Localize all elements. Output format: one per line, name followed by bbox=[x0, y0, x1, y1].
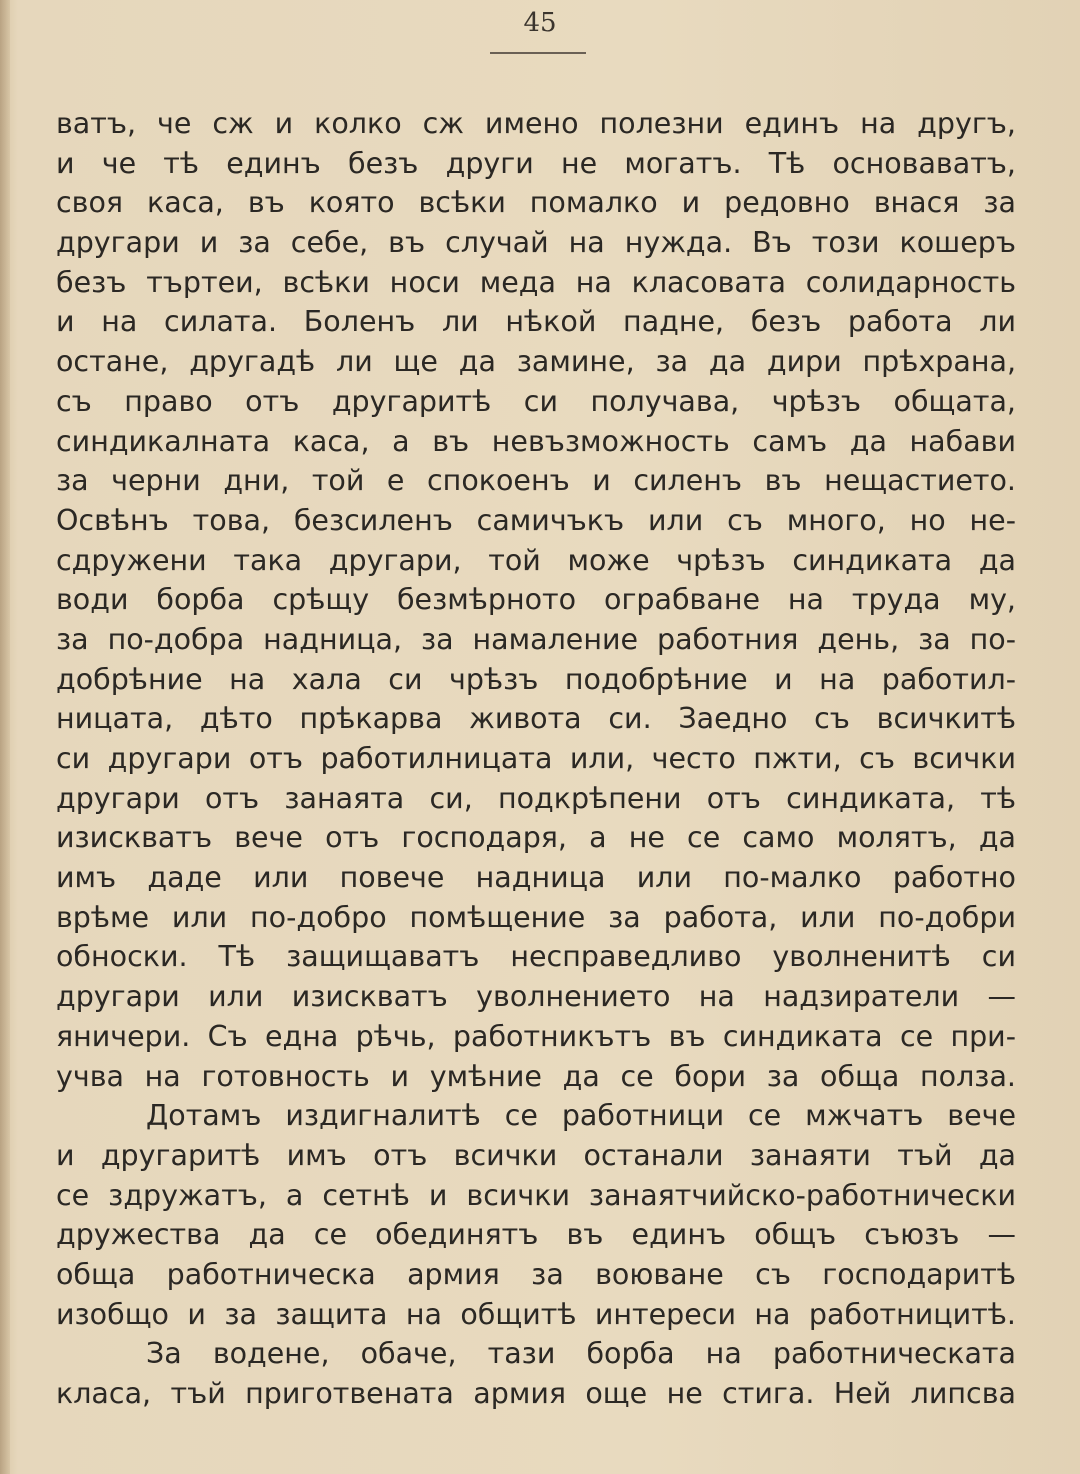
text-line: своя каса, въ която всѣки помалко и редовно внася за bbox=[56, 186, 1016, 220]
text-line: учва на готовность и умѣние да се бори за обща полза. bbox=[56, 1059, 1016, 1093]
text-line-paragraph-start: За водене, обаче, тази борба на работническата bbox=[146, 1337, 1016, 1371]
text-line: обща работническа армия за воюване съ господаритѣ bbox=[56, 1257, 1016, 1291]
text-line: Освѣнъ това, безсиленъ самичъкъ или съ много, но не- bbox=[56, 503, 1016, 537]
text-line: другари и за себе, въ случай на нужда. Въ този кошеръ bbox=[56, 226, 1016, 260]
text-line: класа, тъй приготвената армия още не стига. Ней липсва bbox=[56, 1377, 1016, 1410]
text-line: имъ даде или повече надница или по-малко работно bbox=[56, 861, 1016, 895]
text-line: ватъ, че сж и колко сж имено полезни единъ на другъ, bbox=[56, 107, 1016, 140]
text-line: врѣме или по-добро помѣщение за работа, или по-добри bbox=[56, 900, 1016, 934]
text-line-paragraph-start: Дотамъ издигналитѣ се работници се мжчатъ вече bbox=[146, 1099, 1016, 1133]
text-line: дружества да се обединятъ въ единъ общъ съюзъ — bbox=[56, 1218, 1016, 1252]
text-line: синдикалната каса, а въ невъзможность самъ да набави bbox=[56, 424, 1016, 458]
text-line: другари отъ занаята си, подкрѣпени отъ синдиката, тѣ bbox=[56, 781, 1016, 815]
text-line: ницата, дѣто прѣкарва живота си. Заедно съ всичкитѣ bbox=[56, 702, 1016, 736]
text-line: обноски. Тѣ защищаватъ несправедливо уволненитѣ си bbox=[56, 940, 1016, 974]
text-line: съ право отъ другаритѣ си получава, чрѣзъ общата, bbox=[56, 384, 1016, 418]
text-line: се здружатъ, а сетнѣ и всички занаятчийско-работнически bbox=[56, 1178, 1016, 1212]
text-line: добрѣние на хала си чрѣзъ подобрѣние и на работил- bbox=[56, 662, 1016, 696]
text-line: и на силата. Боленъ ли нѣкой падне, безъ работа ли bbox=[56, 305, 1016, 339]
text-line: сдружени така другари, той може чрѣзъ синдиката да bbox=[56, 543, 1016, 577]
text-line: остане, другадѣ ли ще да замине, за да дири прѣхрана, bbox=[56, 345, 1016, 379]
header-rule bbox=[490, 52, 586, 54]
text-line: безъ търтеи, всѣки носи меда на класовата солидарность bbox=[56, 265, 1016, 299]
body-text bbox=[56, 104, 1016, 1414]
text-line: изобщо и за защита на общитѣ интереси на работницитѣ. bbox=[56, 1297, 1016, 1331]
page-binding-edge bbox=[0, 0, 10, 1474]
text-line: яничери. Съ една рѣчь, работникътъ въ синдиката се при- bbox=[56, 1019, 1016, 1053]
text-line: за черни дни, той е спокоенъ и силенъ въ нещастието. bbox=[56, 464, 1016, 498]
text-line: другари или изискватъ уволнението на надзиратели — bbox=[56, 980, 1016, 1014]
text-line: си другари отъ работилницата или, често пжти, съ всички bbox=[56, 742, 1016, 775]
text-line: води борба срѣщу безмѣрното ограбване на труда му, bbox=[56, 583, 1016, 617]
text-line: изискватъ вече отъ господаря, а не се само молятъ, да bbox=[56, 821, 1016, 855]
text-line: и че тѣ единъ безъ други не могатъ. Тѣ основаватъ, bbox=[56, 146, 1016, 180]
page-number: 45 bbox=[523, 8, 557, 38]
text-line: и другаритѣ имъ отъ всички останали занаяти тъй да bbox=[56, 1138, 1016, 1172]
text-line: за по-добра надница, за намаление работния день, за по- bbox=[56, 622, 1016, 656]
